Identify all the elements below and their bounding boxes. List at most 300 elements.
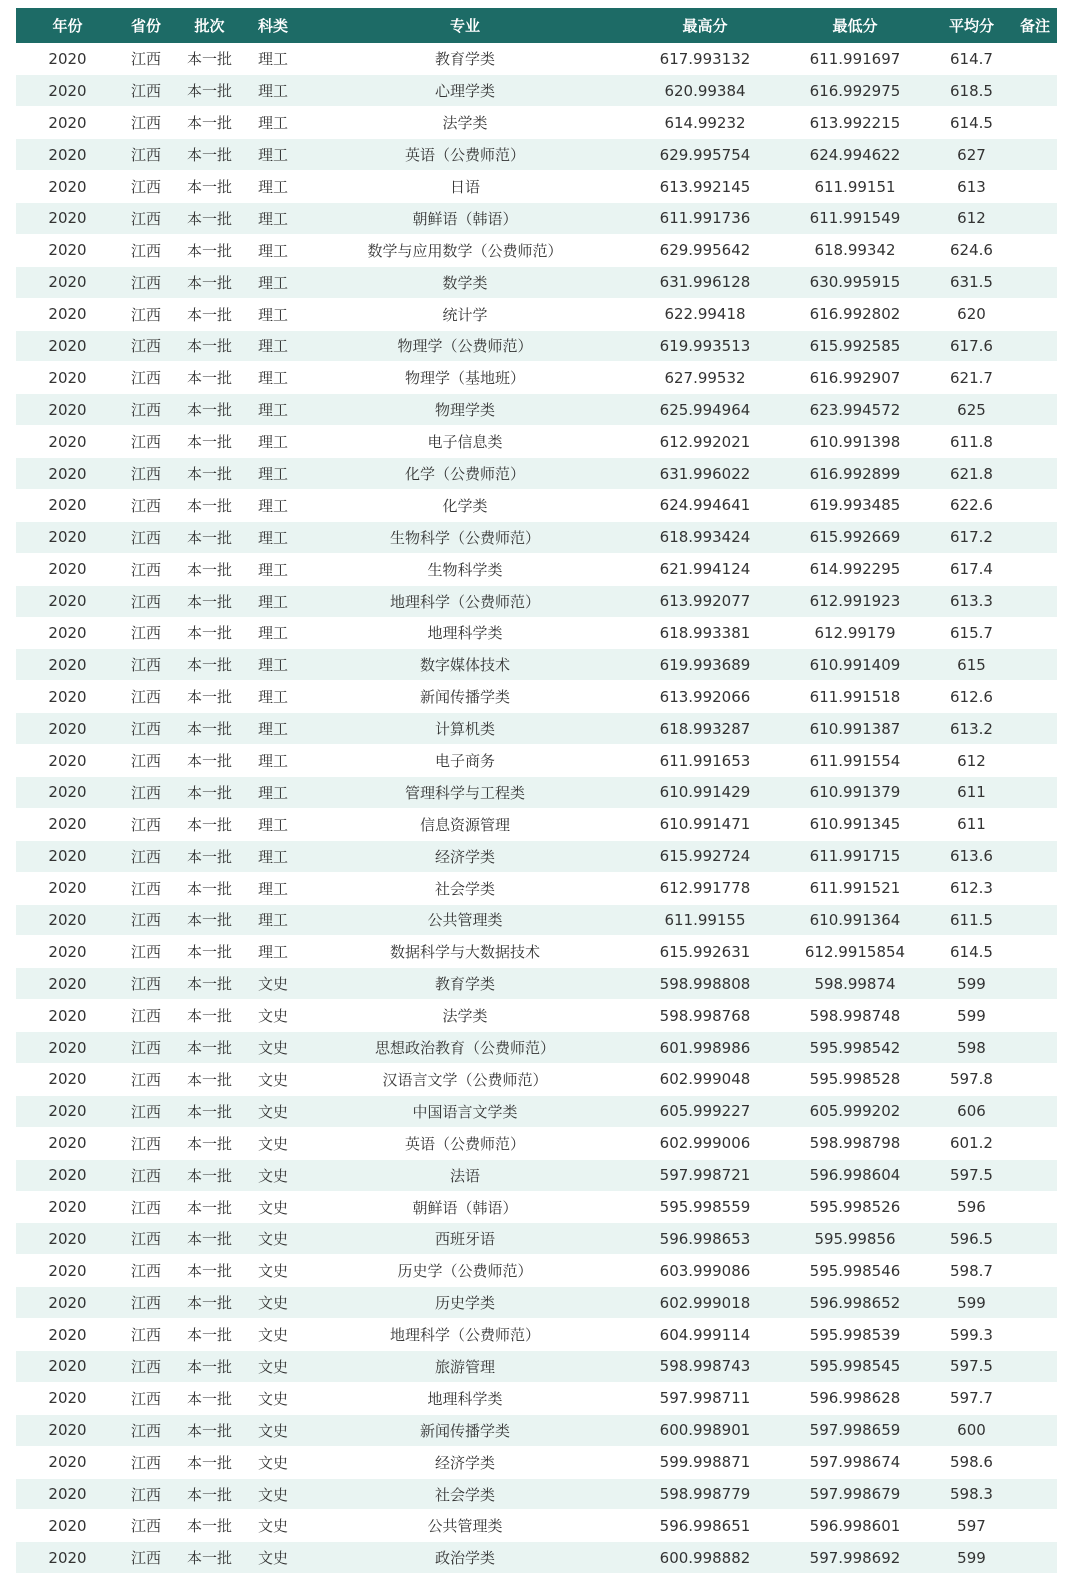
year-cell: 2020 [16,330,119,362]
year-cell: 2020 [16,1478,119,1510]
avg-score-cell: 601.2 [930,1127,1013,1159]
province-cell: 江西 [119,840,173,872]
major-cell: 管理科学与工程类 [300,776,630,808]
max-score-cell: 602.999048 [630,1064,780,1096]
table-row [16,1319,1057,1351]
batch-cell: 本一批 [173,458,246,490]
category-cell: 理工 [246,426,300,458]
avg-score-cell: 596 [930,1191,1013,1223]
remarks-cell [1013,1319,1057,1351]
province-cell: 江西 [119,1000,173,1032]
min-score-cell: 596.998628 [780,1382,930,1414]
batch-cell: 本一批 [173,1319,246,1351]
category-cell: 理工 [246,43,300,75]
remarks-cell [1013,872,1057,904]
major-cell: 心理学类 [300,75,630,107]
province-cell: 江西 [119,362,173,394]
max-score-cell: 614.99232 [630,107,780,139]
avg-score-cell: 612.3 [930,872,1013,904]
year-cell: 2020 [16,1446,119,1478]
major-cell: 化学（公费师范） [300,458,630,490]
min-score-cell: 595.99856 [780,1223,930,1255]
province-cell: 江西 [119,1319,173,1351]
remarks-cell [1013,1382,1057,1414]
year-cell: 2020 [16,107,119,139]
avg-score-cell: 631.5 [930,266,1013,298]
category-cell: 理工 [246,107,300,139]
major-cell: 思想政治教育（公费师范） [300,1032,630,1064]
province-cell: 江西 [119,107,173,139]
category-cell: 理工 [246,808,300,840]
batch-cell: 本一批 [173,43,246,75]
major-cell: 朝鲜语（韩语） [300,202,630,234]
min-score-cell: 611.991521 [780,872,930,904]
min-score-cell: 597.998692 [780,1542,930,1574]
table-row [16,1542,1057,1574]
province-cell: 江西 [119,1064,173,1096]
table-row [16,936,1057,968]
batch-cell: 本一批 [173,745,246,777]
major-cell: 物理学类 [300,394,630,426]
year-cell: 2020 [16,1542,119,1574]
year-cell: 2020 [16,649,119,681]
min-score-cell: 595.998545 [780,1351,930,1383]
year-cell: 2020 [16,1191,119,1223]
major-cell: 电子商务 [300,745,630,777]
batch-cell: 本一批 [173,426,246,458]
year-cell: 2020 [16,840,119,872]
category-cell: 理工 [246,681,300,713]
major-cell: 数据科学与大数据技术 [300,936,630,968]
category-cell: 文史 [246,1095,300,1127]
avg-score-cell: 597 [930,1510,1013,1542]
column-header-year: 年份 [52,17,83,35]
batch-cell: 本一批 [173,1223,246,1255]
remarks-cell [1013,1287,1057,1319]
max-score-cell: 597.998721 [630,1159,780,1191]
max-score-cell: 611.99155 [630,904,780,936]
min-score-cell: 611.991715 [780,840,930,872]
table-row [16,1064,1057,1096]
major-cell: 法学类 [300,1000,630,1032]
category-cell: 文史 [246,1382,300,1414]
remarks-cell [1013,394,1057,426]
major-cell: 经济学类 [300,840,630,872]
min-score-cell: 614.992295 [780,553,930,585]
major-cell: 日语 [300,171,630,203]
remarks-cell [1013,745,1057,777]
max-score-cell: 629.995754 [630,139,780,171]
batch-cell: 本一批 [173,1542,246,1574]
max-score-cell: 600.998901 [630,1414,780,1446]
column-header-remarks: 备注 [1019,17,1050,35]
table-row [16,362,1057,394]
max-score-cell: 599.998871 [630,1446,780,1478]
min-score-cell: 595.998542 [780,1032,930,1064]
max-score-cell: 613.992077 [630,585,780,617]
avg-score-cell: 615.7 [930,617,1013,649]
max-score-cell: 621.994124 [630,553,780,585]
max-score-cell: 618.993287 [630,713,780,745]
major-cell: 数学与应用数学（公费师范） [300,234,630,266]
province-cell: 江西 [119,872,173,904]
table-row [16,713,1057,745]
category-cell: 文史 [246,968,300,1000]
remarks-cell [1013,713,1057,745]
category-cell: 文史 [246,1127,300,1159]
min-score-cell: 595.998546 [780,1255,930,1287]
max-score-cell: 595.998559 [630,1191,780,1223]
table-row [16,171,1057,203]
province-cell: 江西 [119,904,173,936]
batch-cell: 本一批 [173,1000,246,1032]
min-score-cell: 616.992907 [780,362,930,394]
province-cell: 江西 [119,776,173,808]
category-cell: 理工 [246,617,300,649]
min-score-cell: 612.9915854 [780,936,930,968]
batch-cell: 本一批 [173,266,246,298]
avg-score-cell: 599.3 [930,1319,1013,1351]
category-cell: 文史 [246,1223,300,1255]
table-row [16,1223,1057,1255]
table-row [16,1032,1057,1064]
max-score-cell: 604.999114 [630,1319,780,1351]
table-row [16,43,1057,75]
avg-score-cell: 613.3 [930,585,1013,617]
category-cell: 理工 [246,585,300,617]
min-score-cell: 611.991518 [780,681,930,713]
category-cell: 理工 [246,649,300,681]
province-cell: 江西 [119,1223,173,1255]
table-row [16,107,1057,139]
category-cell: 理工 [246,489,300,521]
remarks-cell [1013,968,1057,1000]
province-cell: 江西 [119,1032,173,1064]
year-cell: 2020 [16,585,119,617]
remarks-cell [1013,1159,1057,1191]
category-cell: 理工 [246,745,300,777]
avg-score-cell: 599 [930,1000,1013,1032]
category-cell: 理工 [246,872,300,904]
province-cell: 江西 [119,298,173,330]
table-row [16,1446,1057,1478]
table-row [16,585,1057,617]
min-score-cell: 619.993485 [780,489,930,521]
min-score-cell: 618.99342 [780,234,930,266]
avg-score-cell: 621.7 [930,362,1013,394]
avg-score-cell: 599 [930,1542,1013,1574]
remarks-cell [1013,553,1057,585]
column-header-province: 省份 [130,17,161,35]
category-cell: 理工 [246,362,300,394]
remarks-cell [1013,298,1057,330]
avg-score-cell: 620 [930,298,1013,330]
min-score-cell: 615.992669 [780,521,930,553]
min-score-cell: 616.992899 [780,458,930,490]
major-cell: 统计学 [300,298,630,330]
max-score-cell: 622.99418 [630,298,780,330]
avg-score-cell: 627 [930,139,1013,171]
min-score-cell: 596.998652 [780,1287,930,1319]
batch-cell: 本一批 [173,681,246,713]
batch-cell: 本一批 [173,713,246,745]
year-cell: 2020 [16,1319,119,1351]
max-score-cell: 625.994964 [630,394,780,426]
province-cell: 江西 [119,745,173,777]
category-cell: 理工 [246,521,300,553]
batch-cell: 本一批 [173,362,246,394]
major-cell: 教育学类 [300,968,630,1000]
remarks-cell [1013,43,1057,75]
category-cell: 理工 [246,330,300,362]
table-row [16,1382,1057,1414]
remarks-cell [1013,458,1057,490]
year-cell: 2020 [16,234,119,266]
max-score-cell: 603.999086 [630,1255,780,1287]
remarks-cell [1013,1255,1057,1287]
province-cell: 江西 [119,1351,173,1383]
min-score-cell: 598.998798 [780,1127,930,1159]
batch-cell: 本一批 [173,968,246,1000]
category-cell: 文史 [246,1351,300,1383]
max-score-cell: 618.993381 [630,617,780,649]
max-score-cell: 617.993132 [630,43,780,75]
min-score-cell: 610.991387 [780,713,930,745]
year-cell: 2020 [16,75,119,107]
table-row [16,266,1057,298]
avg-score-cell: 621.8 [930,458,1013,490]
batch-cell: 本一批 [173,776,246,808]
year-cell: 2020 [16,1382,119,1414]
min-score-cell: 611.991554 [780,745,930,777]
remarks-cell [1013,202,1057,234]
category-cell: 理工 [246,904,300,936]
major-cell: 社会学类 [300,872,630,904]
remarks-cell [1013,1032,1057,1064]
major-cell: 汉语言文学（公费师范） [300,1064,630,1096]
table-row [16,234,1057,266]
table-row [16,1095,1057,1127]
major-cell: 英语（公费师范） [300,1127,630,1159]
max-score-cell: 602.999006 [630,1127,780,1159]
remarks-cell [1013,266,1057,298]
min-score-cell: 597.998674 [780,1446,930,1478]
year-cell: 2020 [16,1064,119,1096]
avg-score-cell: 615 [930,649,1013,681]
remarks-cell [1013,330,1057,362]
remarks-cell [1013,1223,1057,1255]
table-row [16,394,1057,426]
province-cell: 江西 [119,1446,173,1478]
avg-score-cell: 599 [930,1287,1013,1319]
table-row [16,1255,1057,1287]
batch-cell: 本一批 [173,202,246,234]
category-cell: 理工 [246,139,300,171]
province-cell: 江西 [119,1095,173,1127]
avg-score-cell: 617.6 [930,330,1013,362]
year-cell: 2020 [16,298,119,330]
major-cell: 经济学类 [300,1446,630,1478]
max-score-cell: 613.992145 [630,171,780,203]
avg-score-cell: 600 [930,1414,1013,1446]
major-cell: 物理学（基地班） [300,362,630,394]
min-score-cell: 623.994572 [780,394,930,426]
table-row [16,872,1057,904]
year-cell: 2020 [16,1510,119,1542]
batch-cell: 本一批 [173,394,246,426]
table-row [16,1159,1057,1191]
min-score-cell: 605.999202 [780,1095,930,1127]
province-cell: 江西 [119,585,173,617]
year-cell: 2020 [16,617,119,649]
max-score-cell: 629.995642 [630,234,780,266]
table-row [16,649,1057,681]
table-row [16,1414,1057,1446]
table-row [16,426,1057,458]
year-cell: 2020 [16,1287,119,1319]
header-row [16,8,1057,43]
min-score-cell: 613.992215 [780,107,930,139]
major-cell: 新闻传播学类 [300,1414,630,1446]
avg-score-cell: 612 [930,745,1013,777]
category-cell: 理工 [246,840,300,872]
province-cell: 江西 [119,1382,173,1414]
table-row [16,904,1057,936]
province-cell: 江西 [119,43,173,75]
avg-score-cell: 611 [930,776,1013,808]
remarks-cell [1013,362,1057,394]
min-score-cell: 610.991364 [780,904,930,936]
avg-score-cell: 597.5 [930,1159,1013,1191]
column-header-avg-score: 平均分 [948,17,994,35]
max-score-cell: 597.998711 [630,1382,780,1414]
min-score-cell: 596.998601 [780,1510,930,1542]
category-cell: 理工 [246,234,300,266]
category-cell: 理工 [246,713,300,745]
min-score-cell: 616.992975 [780,75,930,107]
remarks-cell [1013,1351,1057,1383]
category-cell: 理工 [246,202,300,234]
province-cell: 江西 [119,1127,173,1159]
max-score-cell: 611.991736 [630,202,780,234]
year-cell: 2020 [16,808,119,840]
batch-cell: 本一批 [173,1159,246,1191]
batch-cell: 本一批 [173,234,246,266]
table-row [16,330,1057,362]
category-cell: 理工 [246,266,300,298]
category-cell: 文史 [246,1191,300,1223]
table-row [16,745,1057,777]
remarks-cell [1013,808,1057,840]
major-cell: 中国语言文学类 [300,1095,630,1127]
province-cell: 江西 [119,713,173,745]
year-cell: 2020 [16,1000,119,1032]
max-score-cell: 631.996022 [630,458,780,490]
province-cell: 江西 [119,1414,173,1446]
category-cell: 理工 [246,394,300,426]
column-header-batch: 批次 [194,17,225,35]
province-cell: 江西 [119,553,173,585]
max-score-cell: 598.998743 [630,1351,780,1383]
batch-cell: 本一批 [173,1446,246,1478]
major-cell: 生物科学（公费师范） [300,521,630,553]
year-cell: 2020 [16,745,119,777]
avg-score-cell: 612.6 [930,681,1013,713]
max-score-cell: 615.992724 [630,840,780,872]
table-row [16,521,1057,553]
major-cell: 法语 [300,1159,630,1191]
remarks-cell [1013,75,1057,107]
remarks-cell [1013,234,1057,266]
category-cell: 文史 [246,1414,300,1446]
category-cell: 理工 [246,776,300,808]
remarks-cell [1013,107,1057,139]
category-cell: 文史 [246,1064,300,1096]
major-cell: 西班牙语 [300,1223,630,1255]
min-score-cell: 610.991379 [780,776,930,808]
avg-score-cell: 614.5 [930,107,1013,139]
min-score-cell: 616.992802 [780,298,930,330]
province-cell: 江西 [119,171,173,203]
category-cell: 理工 [246,75,300,107]
table-row [16,617,1057,649]
major-cell: 英语（公费师范） [300,139,630,171]
table-row [16,458,1057,490]
avg-score-cell: 625 [930,394,1013,426]
province-cell: 江西 [119,1478,173,1510]
category-cell: 文史 [246,1255,300,1287]
avg-score-cell: 617.2 [930,521,1013,553]
min-score-cell: 624.994622 [780,139,930,171]
max-score-cell: 600.998882 [630,1542,780,1574]
major-cell: 历史学类 [300,1287,630,1319]
province-cell: 江西 [119,521,173,553]
batch-cell: 本一批 [173,1127,246,1159]
batch-cell: 本一批 [173,1510,246,1542]
remarks-cell [1013,681,1057,713]
column-header-major: 专业 [449,17,480,35]
min-score-cell: 596.998604 [780,1159,930,1191]
year-cell: 2020 [16,171,119,203]
major-cell: 生物科学类 [300,553,630,585]
major-cell: 地理科学（公费师范） [300,585,630,617]
year-cell: 2020 [16,362,119,394]
max-score-cell: 598.998768 [630,1000,780,1032]
category-cell: 理工 [246,171,300,203]
avg-score-cell: 611 [930,808,1013,840]
table-body [16,43,1057,1574]
remarks-cell [1013,1191,1057,1223]
min-score-cell: 597.998679 [780,1478,930,1510]
batch-cell: 本一批 [173,1382,246,1414]
table-row [16,1478,1057,1510]
remarks-cell [1013,1064,1057,1096]
year-cell: 2020 [16,1223,119,1255]
avg-score-cell: 622.6 [930,489,1013,521]
min-score-cell: 595.998526 [780,1191,930,1223]
major-cell: 教育学类 [300,43,630,75]
batch-cell: 本一批 [173,936,246,968]
year-cell: 2020 [16,553,119,585]
batch-cell: 本一批 [173,904,246,936]
batch-cell: 本一批 [173,585,246,617]
province-cell: 江西 [119,234,173,266]
major-cell: 旅游管理 [300,1351,630,1383]
remarks-cell [1013,1542,1057,1574]
min-score-cell: 610.991398 [780,426,930,458]
max-score-cell: 620.99384 [630,75,780,107]
batch-cell: 本一批 [173,1191,246,1223]
